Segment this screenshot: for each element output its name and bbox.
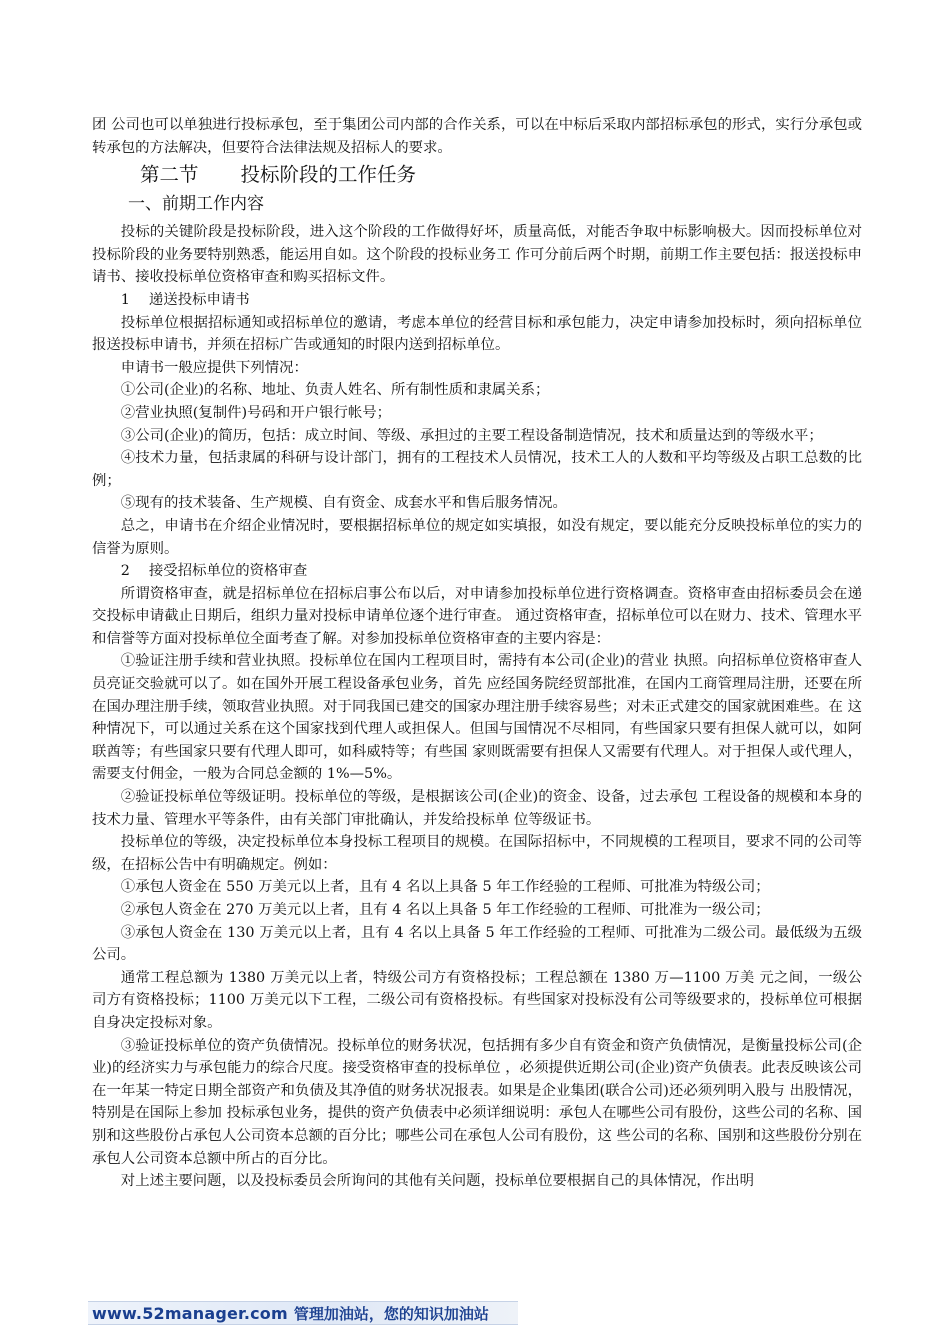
list-item: ②营业执照(复制件)号码和开户银行帐号；: [120, 404, 392, 421]
paragraph: ①验证注册手续和营业执照。投标单位在国内工程项目时，需持有本公司(企业)的营业 执照。向招标单位资格审查人员亮证交验就可以了。如在国外开展工程设备承包业务，首先 应经国务院经贸部批准，在国内工商管理局注册，还要在所在国办理注册手续，领取营业执照。对于同我国已建交的国家办理注册手续容易些；对未正式建交的国家就困难些。在 这种情况下，可以通过关系在这个国家找到代理人或担保人。但国与国情况不尽相同，有些国家只要有担保人就可以，如阿联酋等；有些国家只要有代理人即可，如科威特等；有些国 家则既需要有担保人又需要有代理人。对于担保人或代理人，需要支付佣金，一般为合同总金额的 1%—5%。: [92, 653, 862, 783]
paragraph: 申请书一般应提供下列情况：: [120, 359, 308, 376]
paragraph: 投标单位根据招标通知或招标单位的邀请，考虑本单位的经营目标和承包能力，决定申请参加投标时，须向招标单位报送投标申请书，并须在招标广告或通知的时限内送到招标单位。: [92, 314, 862, 354]
list-item: ①承包人资金在 550 万美元以上者，且有 4 名以上具备 5 年工作经验的工程师、可批准为特级公司；: [120, 879, 770, 896]
document-body: [92, 114, 862, 1193]
list-item: ①公司(企业)的名称、地址、负责人姓名、所有制性质和隶属关系；: [120, 382, 550, 399]
list-item: ③承包人资金在 130 万美元以上者，且有 4 名以上具备 5 年工作经验的工程师、可批准为二级公司。最低级为五级公司。: [92, 924, 862, 964]
item-heading: 1 递送投标申请书: [120, 291, 250, 308]
list-item: ②承包人资金在 270 万美元以上者，且有 4 名以上具备 5 年工作经验的工程师、可批准为一级公司；: [120, 902, 770, 918]
paragraph: 所谓资格审查，就是招标单位在招标启事公布以后，对申请参加投标单位进行资格调查。资格审查由招标委员会在递交投标申请截止日期后，组织力量对投标申请单位逐个进行审查。 通过资格审查，招标单位可以在财力、技术、管理水平和信誉等方面对投标单位全面考查了解。对参加投标单位资格审查的主要内容是：: [92, 585, 862, 647]
paragraph: 投标的关键阶段是投标阶段，进入这个阶段的工作做得好坏，质量高低，对能否争取中标影响极大。因而投标单位对投标阶段的业务要特别熟悉，能运用自如。这个阶段的投标业务工 作可分前后两个时期，前期工作主要包括：报送投标申请书、接收投标单位资格审查和购买招标文件。: [92, 224, 862, 286]
paragraph: 对上述主要问题，以及投标委员会所询问的其他有关问题，投标单位要根据自己的具体情况，作出明: [120, 1173, 754, 1190]
subsection-heading: 一、前期工作内容: [128, 194, 264, 215]
paragraph: ②验证投标单位等级证明。投标单位的等级，是根据该公司(企业)的资金、设备，过去承包 工程设备的规模和本身的技术力量、管理水平等条件，由有关部门审批确认，并发给投标单 位等级证书。: [92, 789, 862, 828]
section-number: 第二节: [140, 163, 199, 187]
paragraph: 通常工程总额为 1380 万美元以上者，特级公司方有资格投标；工程总额在 1380 万—1100 万美 元之间，一级公司方有资格投标；1100 万美元以下工程，二级公司有资格投标。有些国家对投标没有公司等级要求的，投标单位可根据自身决定投标对象。: [92, 969, 862, 1031]
paragraph: 总之，申请书在介绍企业情况时，要根据招标单位的规定如实填报，如没有规定，要以能充分反映投标单位的实力的信誉为原则。: [92, 517, 862, 557]
section-heading: [92, 160, 862, 190]
paragraph: 投标单位的等级，决定投标单位本身投标工程项目的规模。在国际招标中，不同规模的工程项目，要求不同的公司等级，在招标公告中有明确规定。例如：: [92, 834, 862, 873]
paragraph: ③验证投标单位的资产负债情况。投标单位的财务状况，包括拥有多少自有资金和资产负债情况，是衡量投标公司(企业)的经济实力与承包能力的综合尺度。接受资格审查的投标单位 ，必须提供近期公司(企业)资产负债表。此表反映该公司在一年某一特定日期全部资产和负债及其净值的财务状况报表。如果是企业集团(联合公司)还必须列明入股与 出股情况，特别是在国际上参加 投标承包业务，提供的资产负债表中必须详细说明：承包人在哪些公司有股份，这些公司的名称、国别和这些股份占承包人公司资本总额的百分比；哪些公司在承包人公司有股份，这 些公司的名称、国别和这些股份分别在承包人公司资本总额中所占的百分比。: [92, 1037, 862, 1167]
footer-url-link[interactable]: www.52manager.com: [92, 1303, 288, 1323]
item-heading: 2 接受招标单位的资格审查: [120, 563, 308, 580]
list-item: ④技术力量，包括隶属的科研与设计部门，拥有的工程技术人员情况，技术工人的人数和平均等级及占职工总数的比例；: [92, 450, 862, 489]
footer-banner[interactable]: [88, 1301, 518, 1325]
paragraph-intro: 团 公司也可以单独进行投标承包，至于集团公司内部的合作关系，可以在中标后采取内部招标承包的形式，实行分承包或转承包的方法解决，但要符合法律法规及招标人的要求。: [92, 117, 862, 156]
list-item: ③公司(企业)的简历，包括：成立时间、等级、承担过的主要工程设备制造情况，技术和质量达到的等级水平；: [120, 427, 823, 444]
section-title: 投标阶段的工作任务: [240, 163, 417, 187]
list-item: ⑤现有的技术装备、生产规模、自有资金、成套水平和售后服务情况。: [120, 495, 567, 512]
footer-slogan: 管理加油站，您的知识加油站: [293, 1304, 489, 1323]
